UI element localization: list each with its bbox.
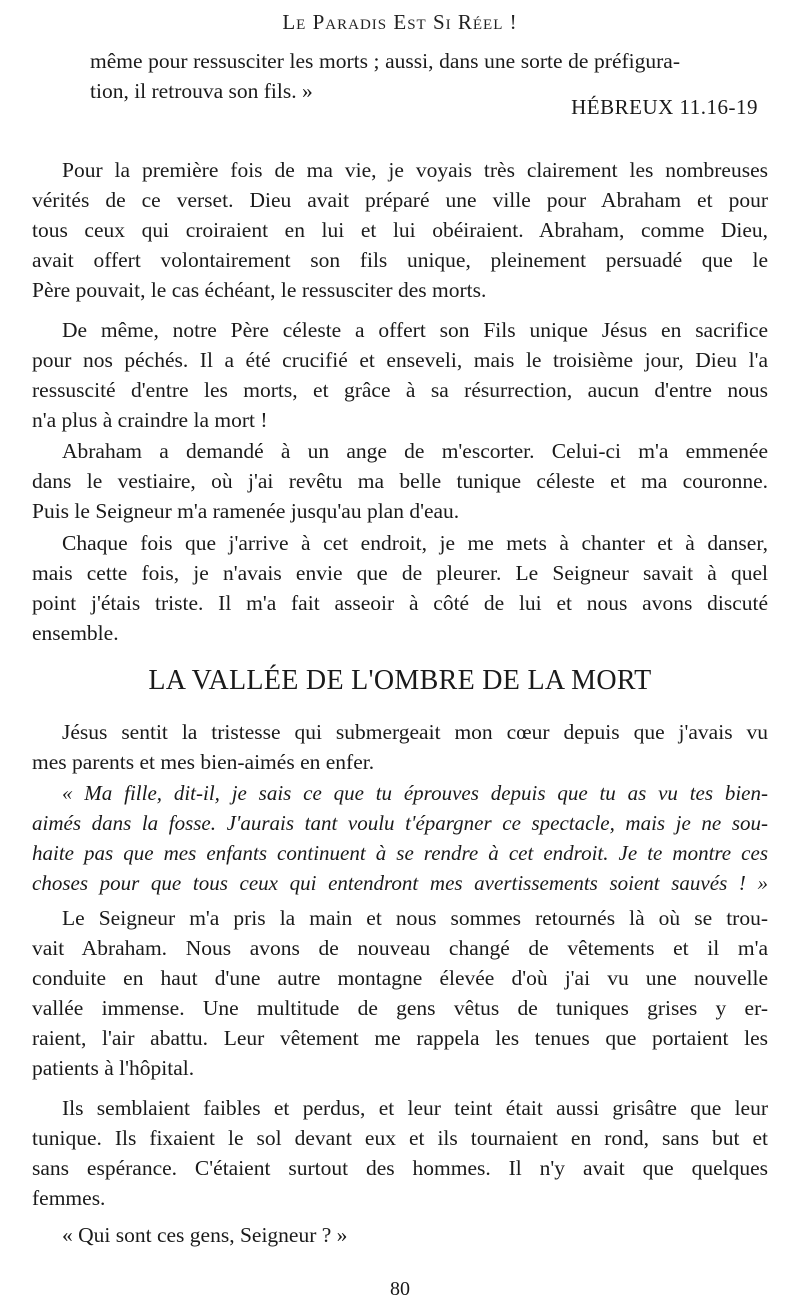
italic-quote-line: aimés dans la fosse. J'aurais tant voulu t'épargner ce spectacle, mais je ne sou-: [32, 811, 768, 835]
paragraph-line: tunique. Ils fixaient le sol devant eux et ils tournaient en rond, sans but et: [32, 1126, 768, 1150]
paragraph-line: n'a plus à craindre la mort !: [32, 408, 268, 432]
paragraph-line: mes parents et mes bien-aimés en enfer.: [32, 750, 375, 774]
paragraph-line: ensemble.: [32, 621, 119, 645]
paragraph-line: sans espérance. C'étaient surtout des hommes. Il n'y avait que quelques: [32, 1156, 768, 1180]
paragraph-line: Abraham a demandé à un ange de m'escorter. Celui-ci m'a emmenée: [62, 439, 768, 463]
italic-quote-line: haite pas que mes enfants continuent à se rendre à cet endroit. Je te montre ces: [32, 841, 768, 865]
paragraph-line: conduite en haut d'une autre montagne élevée d'où j'ai vu une nouvelle: [32, 966, 768, 990]
paragraph-line: vait Abraham. Nous avons de nouveau changé de vêtements et il m'a: [32, 936, 768, 960]
paragraph-line: Jésus sentit la tristesse qui submergeait mon cœur depuis que j'avais vu: [62, 720, 768, 744]
paragraph-line: point j'étais triste. Il m'a fait asseoir à côté de lui et nous avons discuté: [32, 591, 768, 615]
paragraph-line: avait offert volontairement son fils unique, pleinement persuadé que le: [32, 248, 768, 272]
paragraph-line: vallée immense. Une multitude de gens vêtus de tuniques grises y er-: [32, 996, 768, 1020]
paragraph-line: patients à l'hôpital.: [32, 1056, 195, 1080]
paragraph-line: femmes.: [32, 1186, 106, 1210]
section-heading: LA VALLÉE DE L'OMBRE DE LA MORT: [148, 665, 652, 696]
paragraph-line: Chaque fois que j'arrive à cet endroit, je me mets à chanter et à danser,: [62, 531, 768, 555]
scripture-reference: HÉBREUX 11.16-19: [571, 95, 758, 119]
italic-quote-line: « Ma fille, dit-il, je sais ce que tu éprouves depuis que tu as vu tes bien-: [62, 781, 768, 805]
paragraph-line: Le Seigneur m'a pris la main et nous sommes retournés là où se trou-: [62, 906, 768, 930]
page-number: 80: [390, 1278, 410, 1300]
paragraph-line: « Qui sont ces gens, Seigneur ? »: [62, 1223, 348, 1247]
running-header: Le Paradis Est Si Réel !: [282, 10, 518, 34]
paragraph-line: Père pouvait, le cas échéant, le ressusciter des morts.: [32, 278, 487, 302]
paragraph-line: Puis le Seigneur m'a ramenée jusqu'au plan d'eau.: [32, 499, 460, 523]
paragraph-line: Ils semblaient faibles et perdus, et leur teint était aussi grisâtre que leur: [62, 1096, 768, 1120]
paragraph-line: raient, l'air abattu. Leur vêtement me rappela les tenues que portaient les: [32, 1026, 768, 1050]
paragraph-line: tous ceux qui croiraient en lui et lui obéiraient. Abraham, comme Dieu,: [32, 218, 768, 242]
quote-line: même pour ressusciter les morts ; aussi, dans une sorte de préfigura-: [90, 49, 680, 73]
paragraph-line: mais cette fois, je n'avais envie que de pleurer. Le Seigneur savait à quel: [32, 561, 768, 585]
paragraph-line: ressuscité d'entre les morts, et grâce à sa résurrection, aucun d'entre nous: [32, 378, 768, 402]
paragraph-line: vérités de ce verset. Dieu avait préparé une ville pour Abraham et pour: [32, 188, 768, 212]
paragraph-line: Pour la première fois de ma vie, je voyais très clairement les nombreuses: [62, 158, 768, 182]
italic-quote-line: choses pour que tous ceux qui entendront mes avertissements soient sauvés ! »: [32, 871, 768, 895]
paragraph-line: De même, notre Père céleste a offert son Fils unique Jésus en sacrifice: [62, 318, 768, 342]
quote-line: tion, il retrouva son fils. »: [90, 79, 313, 103]
paragraph-line: dans le vestiaire, où j'ai revêtu ma belle tunique céleste et ma couronne.: [32, 469, 768, 493]
paragraph-line: pour nos péchés. Il a été crucifié et enseveli, mais le troisième jour, Dieu l'a: [32, 348, 768, 372]
